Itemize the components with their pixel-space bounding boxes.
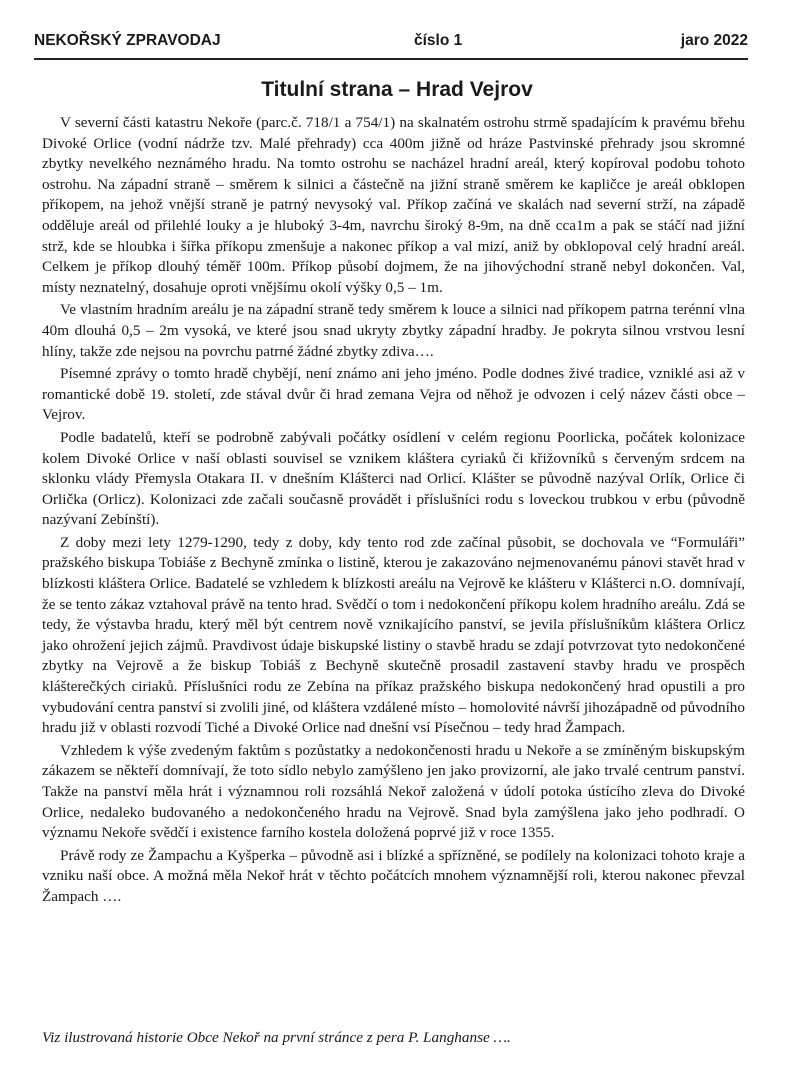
issue-number: číslo 1 (414, 32, 463, 49)
article-paragraph: Z doby mezi lety 1279-1290, tedy z doby, kdy tento rod zde začínal působit, se dochovala ve “Formuláři” pražského biskupa Tobiáše z Bechyně zmínka o listině, kterou je zakazováno nejmenovanému pánovi stavět hrad v blízkosti kláštera Orlice. Badatelé se vzhledem k blízkosti areálu na Vejrově ke klášteru v Klášterci n.O. domnívají, že se tento zákaz vztahoval právě na tento hrad. Svědčí o tom i nedokončení příkopu kolem hradního areálu. Zdá se tedy, že výstavba hradu, který měl být centrem nově vznikajícího panství, se jevila příslušníkům kláštera Orlicz jako ohrožení jejich zájmů. Pravdivost údaje biskupské listiny o stavbě hradu se zdají potvrzovat tyto nedokončené zbytky na Vejrově a že biskup Tobiáš z Bechyně skutečně prosadil zastavení stavby hradu ve prospěch klášterečkých ciriaků. Příslušníci rodu ze Zebína na příkaz pražského biskupa nedokončený hrad opustili a pro vybudování centra panství si zvolili jiné, od kláštera vzdálené místo – homolovité návrší jihozápadně od původního hradu již v oblasti rozvodí Tiché a Divoké Orlice nad dnešní vsí Písečnou – tedy hrad Žampach. (42, 533, 745, 737)
article-paragraph: Ve vlastním hradním areálu je na západní straně tedy směrem k louce a silnici nad příkopem patrna terénní vlna 40m dlouhá 0,5 – 2m vysoká, ve které jsou snad ukryty zbytky západní hradby. Je pokryta silnou vrstvou lesní hlíny, takže zde nejsou na povrchu patrné žádné zbytky zdiva…. (42, 301, 745, 360)
article-paragraph: V severní části katastru Nekoře (parc.č. 718/1 a 754/1) na skalnatém ostrohu strmě spadajícím k pravému břehu Divoké Orlice (vodní nádrže tzv. Malé přehrady) cca 400m jižně od hráze Pastvinské přehrady jsou skromné zbytky nevelkého neznámého hradu. Na tomto ostrohu se nacházel hradní areál, který kopíroval podobu tohoto ostrohu. Na západní straně – směrem k silnici a částečně na jižní straně směrem ke kapličce je areál obklopen příkopem, na jehož vnější straně je patrný nevysoký val. Příkop začíná ve skalách nad severní strží, na západě odděluje areál od přilehlé louky a je hluboký 3-4m, navrchu široký 8-9m, na dně cca1m a pak se stáčí nad jižní strž, kde se hloubka i šířka příkopu zmenšuje a nakonec příkop a val mizí, aniž by obklopoval celý hradní areál. Celkem je příkop dlouhý téměř 100m. Příkop působí dojmem, že na jihovýchodní straně nebyl dokončen. Val, místy neznatelný, dosahuje oproti vnějšímu okolí výšky 0,5 – 1m. (42, 114, 745, 296)
article-paragraph: Podle badatelů, kteří se podrobně zabývali počátky osídlení v celém regionu Poorlicka, počátek kolonizace kolem Divoké Orlice v naší oblasti souvisel se vznikem kláštera cyriaků či křižovníků s červeným srdcem na sklonku vlády Přemysla Otakara II. v dnešním Klášterci nad Orlicí. Klášter se původně nazýval Orlík, Orlice či Orlička (Orlicz). Kolonizaci zde začali současně provádět i příslušníci rodu s loveckou trubkou v erbu (původně nazývaní Zebínští). (42, 428, 745, 529)
issue-season: jaro 2022 (680, 32, 748, 49)
article-body (42, 113, 745, 910)
article-paragraph: Právě rody ze Žampachu a Kyšperka – původně asi i blízké a spřízněné, se podílely na kolonizaci tohoto kraje a vzniku naší obce. A možná měla Nekoř hrát v těchto počátcích mnohem významnější roli, kterou nakonec převzal Žampach …. (42, 846, 745, 905)
article-paragraph: Vzhledem k výše zvedeným faktům s pozůstatky a nedokončenosti hradu u Nekoře a se zmíněným biskupským zákazem se někteří domnívají, že toto sídlo nebylo zamýšleno jen jako provizorní, ale jako trvalé centrum panství. Takže na panství měla hrát i významnou roli rozsáhlá Nekoř založená v údolí potoka ústícího zleva do Divoké Orlice, nedaleko budovaného a nedokončeného hradu na Vejrově. Snad byla zamýšlena jako jeho podhradí. O významu Nekoře svědčí i existence farního kostela doložená poprvé již v roce 1355. (42, 741, 745, 842)
publication-name: NEKOŘSKÝ ZPRAVODAJ (34, 32, 221, 49)
article-title: Titulní strana – Hrad Vejrov (261, 78, 533, 101)
page-header (34, 28, 748, 60)
article-paragraph: Písemné zprávy o tomto hradě chybějí, není známo ani jeho jméno. Podle dodnes živé tradice, vzniklé asi až v romantické době 19. století, zde stával dvůr či hrad zemana Vejra od něhož je odvozen i celý název části obce – Vejrov. (42, 365, 745, 424)
illustration-caption: Viz ilustrovaná historie Obce Nekoř na první stránce z pera P. Langhanse …. (42, 1029, 511, 1046)
